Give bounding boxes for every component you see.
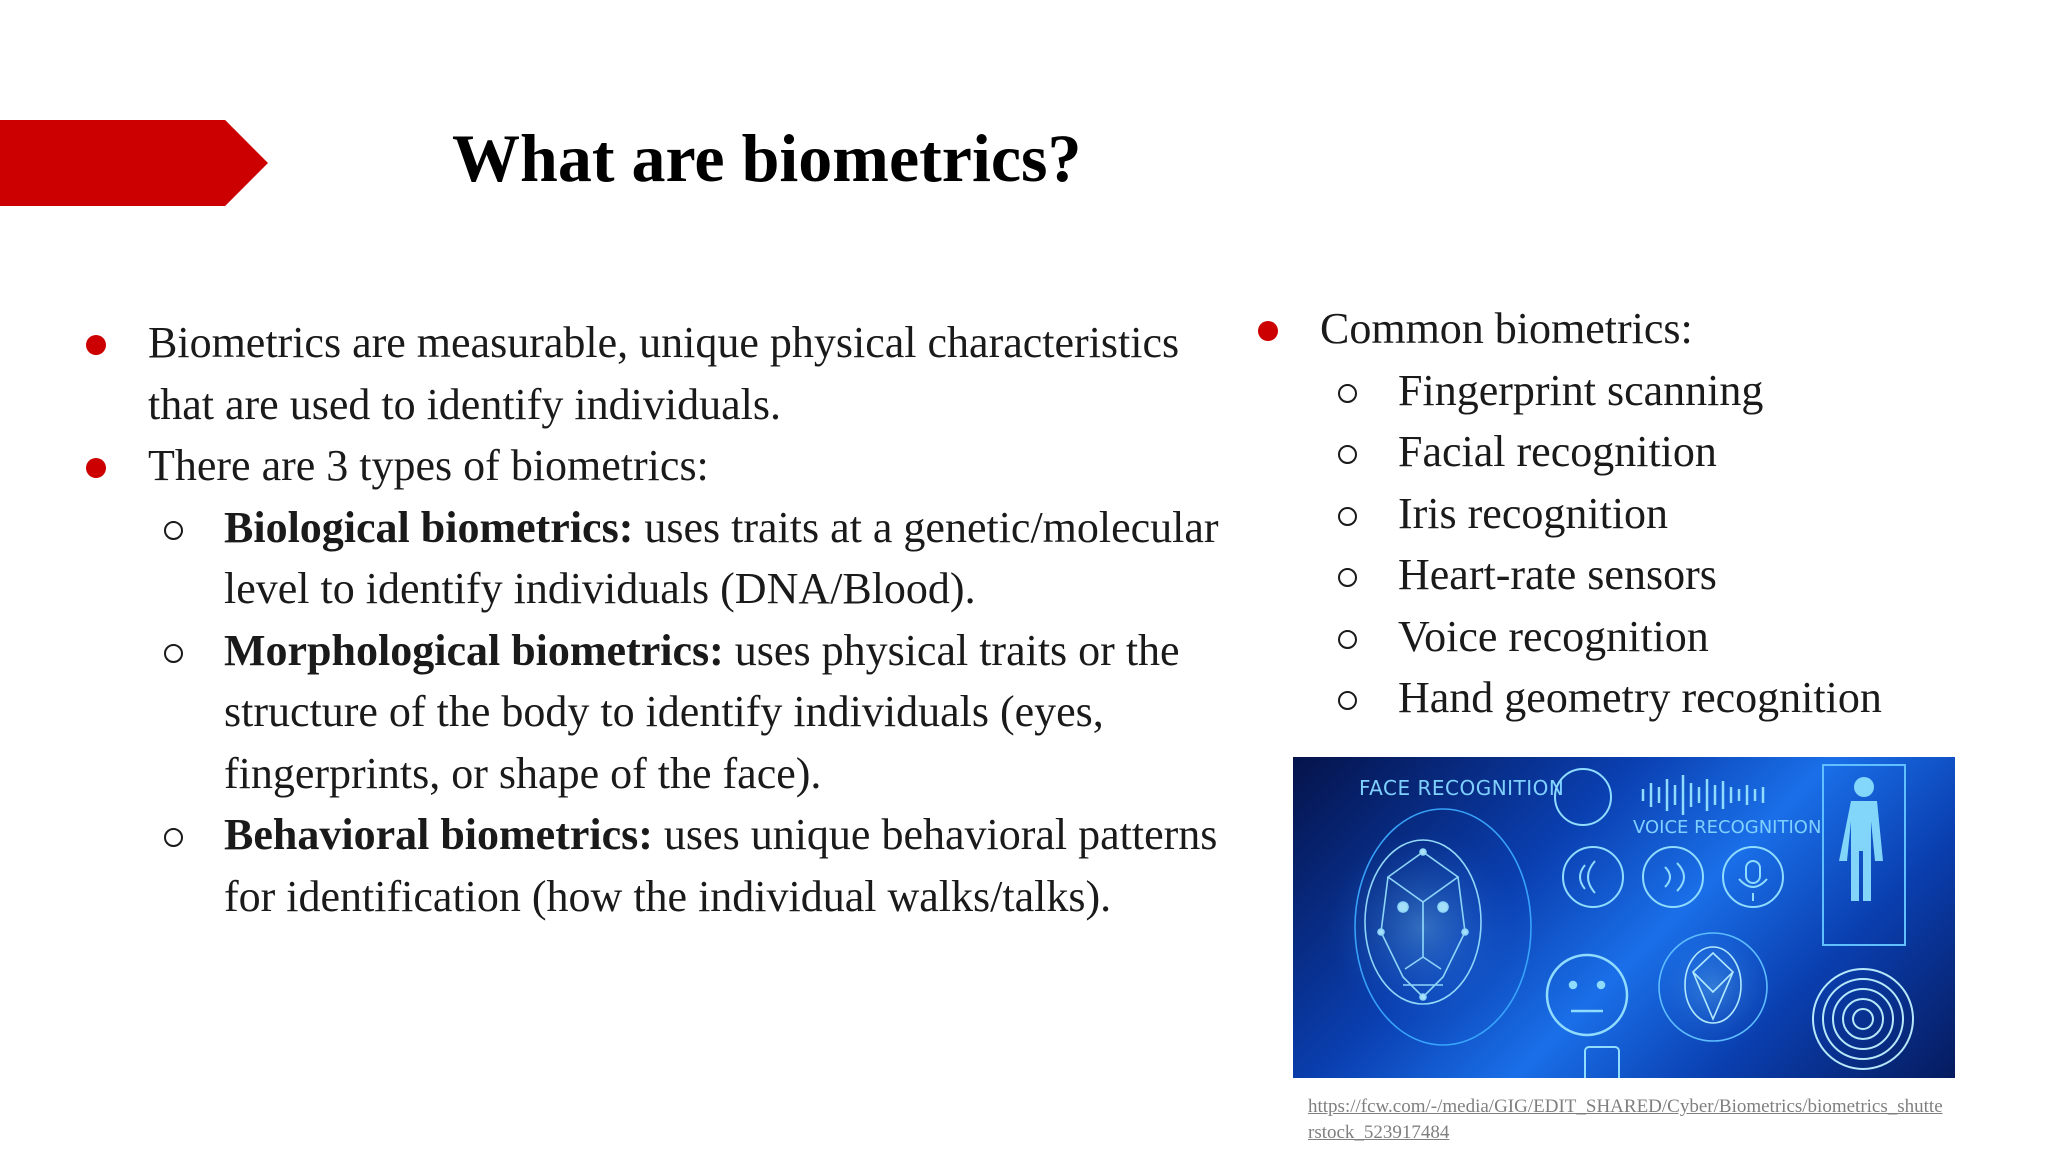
bullet-definition (86, 312, 1246, 435)
type-biological (86, 497, 1246, 620)
type-morphological (86, 620, 1246, 805)
type-morphological-description: uses physical traits or the structure of the body to identify individuals (eyes, fingerprints, or shape of the face). (224, 625, 1180, 798)
bullet-dot-icon (1258, 321, 1278, 341)
common-item-label: Iris recognition (1398, 488, 1669, 538)
phone-icon (1585, 1047, 1619, 1078)
bullet-dot-icon (86, 335, 106, 355)
type-behavioral (86, 804, 1246, 927)
slide-title: What are biometrics? (452, 120, 1082, 196)
common-item-label: Fingerprint scanning (1398, 365, 1764, 415)
face-recognition-label: FACE RECOGNITION (1359, 776, 1565, 800)
common-item-voice (1258, 606, 1998, 668)
bullet-dot-icon (86, 458, 106, 478)
common-item-facial (1258, 421, 1998, 483)
left-column (86, 312, 1246, 927)
accent-arrow-shape (0, 120, 268, 206)
type-biological-description: uses traits at a genetic/molecular level to identify individuals (DNA/Blood). (224, 502, 1219, 613)
sub-bullet-ring-icon (164, 644, 183, 663)
common-item-label: Heart-rate sensors (1398, 550, 1717, 599)
fingerprint-icon (1813, 969, 1913, 1069)
sub-bullet-ring-icon (1338, 384, 1357, 403)
voice-recognition-label: VOICE RECOGNITION (1633, 817, 1822, 838)
common-item-label: Hand geometry recognition (1398, 673, 1882, 722)
bullet-common-biometrics (1258, 298, 1998, 360)
sub-bullet-ring-icon (1338, 630, 1357, 649)
right-column (1258, 298, 1998, 729)
common-item-label: Voice recognition (1398, 611, 1709, 661)
common-item-fingerprint (1258, 360, 1998, 422)
sub-bullet-ring-icon (164, 828, 183, 847)
voice-icons-row (1555, 769, 1783, 907)
type-morphological-term: Morphological biometrics: (224, 625, 724, 675)
biometrics-illustration (1293, 757, 1955, 1078)
common-item-iris (1258, 483, 1998, 545)
type-behavioral-description: uses unique behavioral patterns for identification (how the individual walks/talks). (224, 810, 1218, 921)
common-item-label: Facial recognition (1398, 427, 1717, 476)
body-silhouette-icon (1839, 777, 1883, 901)
type-behavioral-term: Behavioral biometrics: (224, 810, 653, 859)
emotion-face-icon (1547, 955, 1627, 1035)
common-item-hand-geometry (1258, 667, 1998, 729)
bullet-types-intro (86, 435, 1246, 497)
bullet-definition-text: Biometrics are measurable, unique physical characteristics that are used to identify individuals. (148, 318, 1180, 429)
voice-waveform-icon (1643, 775, 1763, 815)
image-source-link[interactable]: https://fcw.com/-/media/GIG/EDIT_SHARED/Cyber/Biometrics/biometrics_shutterstock_523917484 (1308, 1096, 1943, 1143)
common-biometrics-heading: Common biometrics: (1320, 304, 1693, 353)
sub-bullet-ring-icon (164, 521, 183, 540)
bullet-types-intro-text: There are 3 types of biometrics: (148, 441, 709, 490)
common-item-heart-rate (1258, 544, 1998, 606)
sub-bullet-ring-icon (1338, 691, 1357, 710)
sub-bullet-ring-icon (1338, 507, 1357, 526)
sub-bullet-ring-icon (1338, 568, 1357, 587)
sub-bullet-ring-icon (1338, 445, 1357, 464)
type-biological-term: Biological biometrics: (224, 502, 634, 552)
